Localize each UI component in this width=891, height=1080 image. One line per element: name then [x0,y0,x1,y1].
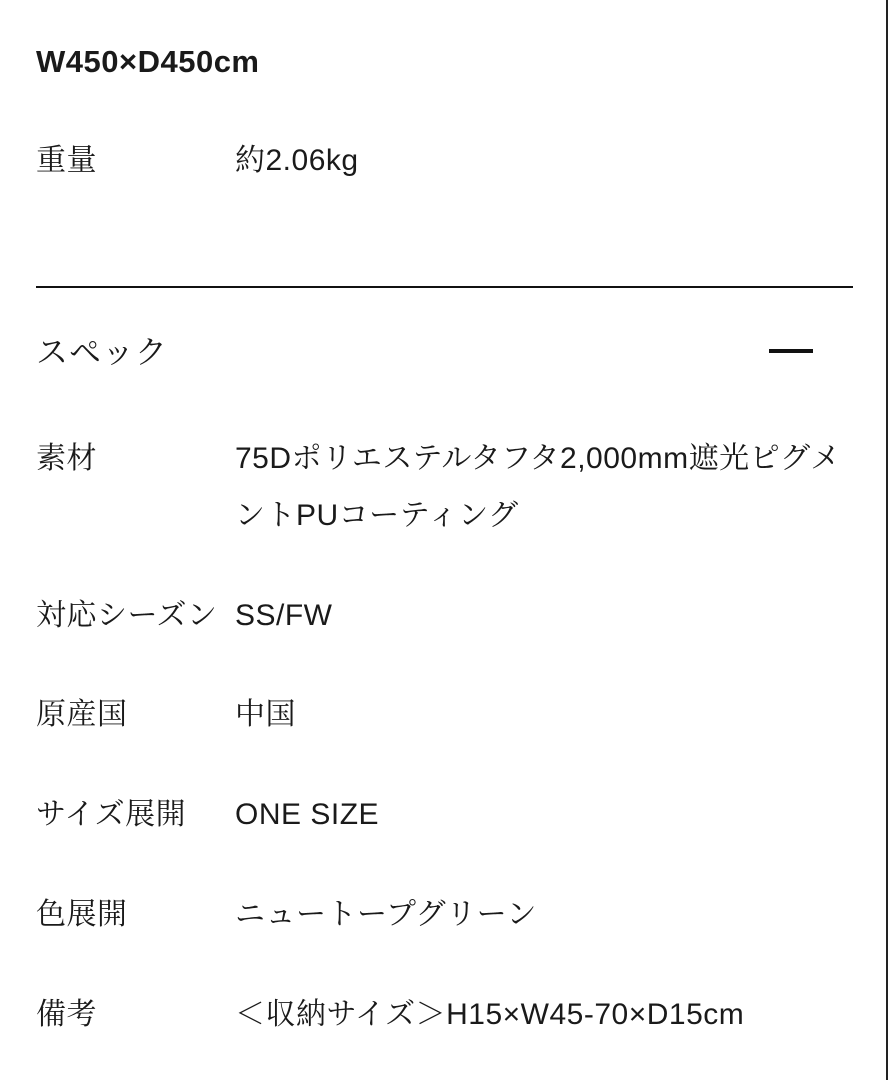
remarks-label: 備考 [36,998,97,1031]
material-value: 75Dポリエステルタフタ2,000mm遮光ピグメントPUコーティング [235,442,841,532]
color-range-value: ニュートープグリーン [235,898,537,931]
material-label: 素材 [36,442,97,475]
size-range-label: サイズ展開 [36,798,187,831]
origin-country-label: 原産国 [36,698,128,731]
spec-row-material [36,430,853,544]
size-range-value: ONE SIZE [235,798,380,831]
section-divider [36,286,853,288]
spec-row-color-range [36,886,853,943]
spec-section-header[interactable] [36,330,853,378]
season-label: 対応シーズン [36,599,218,632]
weight-row [36,132,853,189]
spec-section-title: スペック [36,334,169,370]
spec-row-season [36,587,853,644]
spec-row-size-range [36,786,853,843]
weight-label: 重量 [36,144,97,177]
weight-value: 約2.06kg [235,144,359,177]
window-right-edge [886,0,888,1080]
origin-country-value: 中国 [235,698,296,731]
season-value: SS/FW [235,599,333,632]
spec-row-remarks [36,986,853,1043]
color-range-label: 色展開 [36,898,128,931]
minus-icon[interactable] [769,349,813,353]
product-dimensions-text: W450×D450cm [36,44,260,79]
remarks-value: ＜収納サイズ＞H15×W45-70×D15cm [235,998,745,1031]
spec-row-origin-country [36,686,853,743]
